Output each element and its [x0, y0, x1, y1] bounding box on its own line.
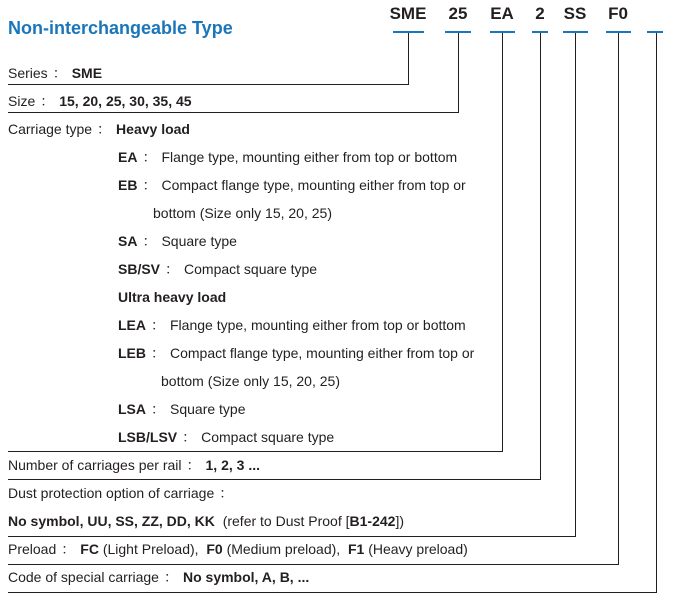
- connector-size: [458, 33, 459, 112]
- row-carriage-lsblsv: [118, 428, 334, 446]
- row-carriage-eb: [118, 176, 466, 194]
- dust-options: No symbol, UU, SS, ZZ, DD, KK: [8, 513, 215, 529]
- colon: ：: [219, 485, 234, 501]
- row-carriage-sbsv: [118, 260, 317, 278]
- row-preload: [8, 540, 468, 558]
- carriage-desc: Square type: [161, 233, 237, 249]
- row-size: [8, 92, 192, 110]
- row-carriage-type: [8, 120, 190, 138]
- colon: ：: [40, 93, 55, 109]
- code-carriage-type: EA: [490, 4, 514, 23]
- underline-special: [8, 592, 657, 593]
- connector-dust-protection: [575, 33, 576, 536]
- colon: ：: [142, 177, 157, 193]
- preload-f1: F1: [347, 541, 365, 557]
- connector-carriages-per-rail: [540, 33, 541, 479]
- carriage-code: SA: [118, 233, 138, 249]
- underline-carriage-type: [8, 451, 503, 452]
- colon: ：: [97, 121, 112, 137]
- special-value: No symbol, A, B, ...: [182, 569, 310, 585]
- row-carriage-leb: [118, 344, 474, 362]
- carriage-desc: Flange type, mounting either from top or bottom: [170, 317, 466, 333]
- carriage-desc: Compact square type: [184, 261, 318, 277]
- carriage-desc: Compact square type: [201, 429, 335, 445]
- carriage-desc: Flange type, mounting either from top or bottom: [161, 149, 458, 165]
- row-carriage-eb-cont: [153, 204, 332, 222]
- connector-preload: [618, 33, 619, 564]
- row-dust-protection: [8, 484, 238, 502]
- colon: ：: [142, 233, 157, 249]
- carriage-code: EB: [118, 177, 138, 193]
- row-carriage-lea: [118, 316, 466, 334]
- underline-carriages-per-rail: [8, 479, 541, 480]
- preload-f0-desc: (Medium preload),: [226, 541, 341, 557]
- row-dust-options: [8, 512, 404, 530]
- code-preload: F0: [608, 4, 628, 23]
- colon: ：: [151, 401, 165, 417]
- row-ultra-heavy-load: [118, 288, 226, 306]
- carriage-desc: Square type: [170, 401, 246, 417]
- underline-size: [8, 112, 459, 113]
- code-dust-protection: SS: [563, 4, 587, 23]
- row-carriage-ea: [118, 148, 457, 166]
- code-carriages-per-rail: 2: [535, 4, 545, 23]
- carriage-label: Carriage type: [8, 121, 93, 137]
- underline-series: [8, 84, 409, 85]
- carriage-heavy-load: Heavy load: [116, 121, 190, 137]
- connector-carriage-type: [502, 33, 503, 451]
- row-carriage-sa: [118, 232, 237, 250]
- tick-special: [647, 31, 663, 33]
- connector-special: [656, 33, 657, 592]
- colon: ：: [186, 457, 201, 473]
- carriage-desc: Compact flange type, mounting either from top or: [170, 345, 475, 361]
- connector-series: [408, 33, 409, 84]
- row-series: [8, 64, 102, 82]
- colon: ：: [142, 149, 157, 165]
- preload-f1-desc: (Heavy preload): [368, 541, 468, 557]
- carriage-code: LEA: [118, 317, 146, 333]
- preload-fc: FC: [80, 541, 99, 557]
- underline-dust-protection: [8, 536, 576, 537]
- special-label: Code of special carriage: [8, 569, 159, 585]
- carriages-per-rail-value: 1, 2, 3 ...: [205, 457, 260, 473]
- carriage-code: LSB/LSV: [118, 429, 178, 445]
- dust-ref-link[interactable]: B1-242: [349, 513, 396, 529]
- carriage-code: EA: [118, 149, 138, 165]
- colon: ：: [163, 569, 178, 585]
- colon: ：: [61, 541, 76, 557]
- page-title: Non-interchangeable Type: [8, 18, 233, 38]
- size-value: 15, 20, 25, 30, 35, 45: [59, 93, 192, 109]
- carriage-code: LEB: [118, 345, 146, 361]
- code-series: SME: [389, 4, 427, 23]
- carriage-desc: Compact flange type, mounting either from top or: [161, 177, 466, 193]
- row-special-carriage: [8, 568, 309, 586]
- preload-label: Preload: [8, 541, 57, 557]
- colon: ：: [165, 261, 180, 277]
- carriage-desc: bottom (Size only 15, 20, 25): [153, 205, 332, 221]
- colon: ：: [182, 429, 197, 445]
- dust-ref-suffix: ]): [395, 513, 404, 529]
- size-label: Size: [8, 93, 36, 109]
- colon: ：: [151, 345, 165, 361]
- carriage-code: SB/SV: [118, 261, 161, 277]
- preload-fc-desc: (Light Preload),: [102, 541, 199, 557]
- carriage-code: LSA: [118, 401, 146, 417]
- carriages-per-rail-label: Number of carriages per rail: [8, 457, 182, 473]
- row-carriage-leb-cont: [161, 372, 340, 390]
- code-size: 25: [448, 4, 468, 23]
- colon: ：: [52, 65, 67, 81]
- dust-ref-prefix: (refer to Dust Proof [: [222, 513, 350, 529]
- carriage-ultra-heavy-load: Ultra heavy load: [118, 289, 227, 305]
- row-carriages-per-rail: [8, 456, 260, 474]
- carriage-desc: bottom (Size only 15, 20, 25): [161, 373, 340, 389]
- colon: ：: [151, 317, 165, 333]
- series-value: SME: [71, 65, 103, 81]
- series-label: Series: [8, 65, 48, 81]
- preload-f0: F0: [206, 541, 223, 557]
- dust-label: Dust protection option of carriage: [8, 485, 215, 501]
- underline-preload: [8, 564, 619, 565]
- row-carriage-lsa: [118, 400, 246, 418]
